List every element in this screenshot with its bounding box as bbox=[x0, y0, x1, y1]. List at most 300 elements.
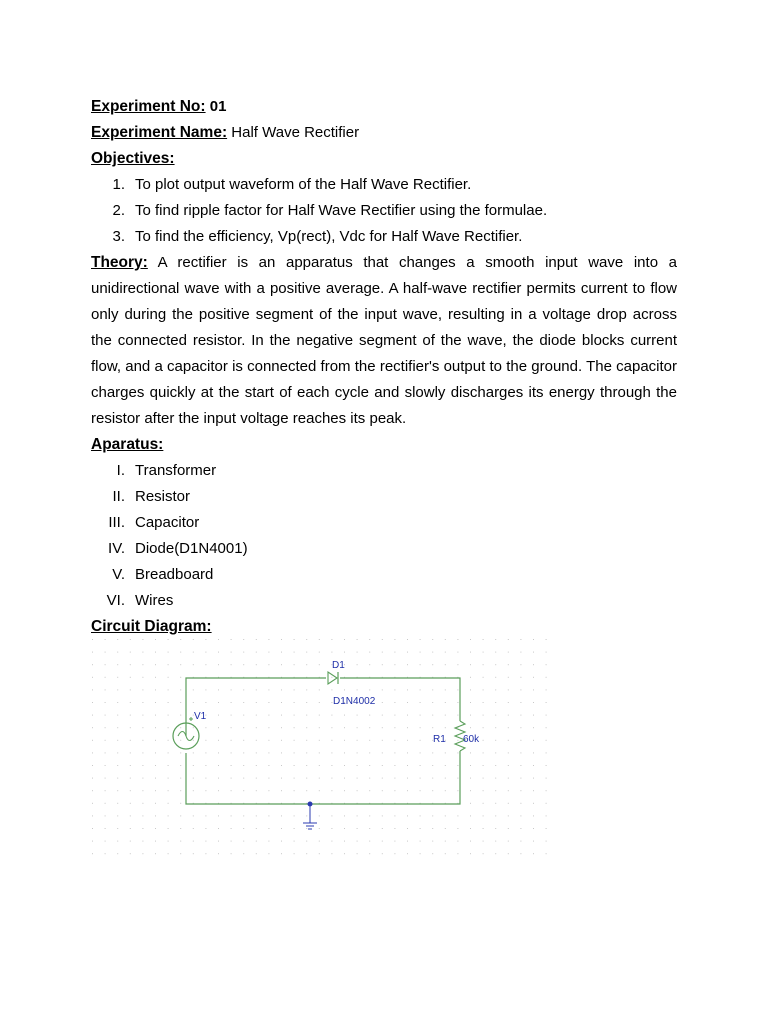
list-item-text: Diode(D1N4001) bbox=[135, 540, 248, 557]
grid-dot bbox=[533, 765, 534, 766]
grid-dot bbox=[495, 652, 496, 653]
grid-dot bbox=[92, 639, 93, 640]
grid-dot bbox=[382, 765, 383, 766]
grid-dot bbox=[268, 778, 269, 779]
grid-dot bbox=[306, 715, 307, 716]
grid-dot bbox=[546, 664, 547, 665]
grid-dot bbox=[495, 715, 496, 716]
grid-dot bbox=[231, 715, 232, 716]
grid-dot bbox=[130, 677, 131, 678]
grid-dot bbox=[483, 715, 484, 716]
grid-dot bbox=[432, 841, 433, 842]
grid-dot bbox=[231, 841, 232, 842]
grid-dot bbox=[470, 790, 471, 791]
grid-dot bbox=[495, 790, 496, 791]
grid-dot bbox=[243, 740, 244, 741]
list-item bbox=[91, 458, 677, 484]
grid-dot bbox=[281, 727, 282, 728]
grid-dot bbox=[331, 677, 332, 678]
grid-dot bbox=[445, 752, 446, 753]
grid-dot bbox=[193, 639, 194, 640]
grid-dot bbox=[470, 815, 471, 816]
grid-dot bbox=[319, 727, 320, 728]
grid-dot bbox=[155, 740, 156, 741]
grid-dot bbox=[155, 790, 156, 791]
grid-dot bbox=[382, 815, 383, 816]
grid-dot bbox=[155, 652, 156, 653]
grid-dot bbox=[142, 727, 143, 728]
grid-dot bbox=[344, 715, 345, 716]
grid-dot bbox=[306, 841, 307, 842]
grid-dot bbox=[331, 689, 332, 690]
grid-dot bbox=[205, 664, 206, 665]
grid-dot bbox=[205, 853, 206, 854]
grid-dot bbox=[168, 639, 169, 640]
grid-dot bbox=[520, 664, 521, 665]
grid-dot bbox=[508, 639, 509, 640]
grid-dot bbox=[294, 853, 295, 854]
grid-dot bbox=[193, 689, 194, 690]
grid-dot bbox=[105, 652, 106, 653]
grid-dot bbox=[533, 803, 534, 804]
grid-dot bbox=[130, 752, 131, 753]
grid-dot bbox=[142, 677, 143, 678]
grid-dot bbox=[331, 828, 332, 829]
grid-dot bbox=[357, 815, 358, 816]
grid-dot bbox=[546, 752, 547, 753]
grid-dot bbox=[483, 664, 484, 665]
grid-dot bbox=[268, 715, 269, 716]
grid-dot bbox=[130, 803, 131, 804]
grid-dot bbox=[168, 652, 169, 653]
grid-dot bbox=[92, 689, 93, 690]
list-item-text: To find the efficiency, Vp(rect), Vdc for Half Wave Rectifier. bbox=[135, 228, 523, 245]
grid-dot bbox=[483, 815, 484, 816]
grid-dot bbox=[193, 752, 194, 753]
grid-dot bbox=[420, 652, 421, 653]
grid-dot bbox=[344, 841, 345, 842]
grid-dot bbox=[243, 752, 244, 753]
grid-dot bbox=[319, 702, 320, 703]
grid-dot bbox=[508, 727, 509, 728]
grid-dot bbox=[319, 841, 320, 842]
grid-dot bbox=[218, 853, 219, 854]
grid-dot bbox=[369, 752, 370, 753]
grid-dot bbox=[306, 853, 307, 854]
grid-dot bbox=[268, 639, 269, 640]
grid-dot bbox=[193, 828, 194, 829]
grid-dot bbox=[319, 765, 320, 766]
list-item-number: 2. bbox=[112, 202, 125, 219]
grid-dot bbox=[281, 752, 282, 753]
grid-dot bbox=[117, 677, 118, 678]
grid-dot bbox=[508, 740, 509, 741]
grid-dot bbox=[256, 765, 257, 766]
grid-dot bbox=[281, 702, 282, 703]
resistor-ref-label: R1 bbox=[433, 734, 446, 745]
grid-dot bbox=[218, 702, 219, 703]
objectives-heading-line bbox=[91, 146, 677, 172]
grid-dot bbox=[168, 803, 169, 804]
grid-dot bbox=[168, 815, 169, 816]
grid-dot bbox=[445, 778, 446, 779]
grid-dot bbox=[168, 778, 169, 779]
grid-dot bbox=[180, 765, 181, 766]
grid-dot bbox=[294, 815, 295, 816]
grid-dot bbox=[155, 689, 156, 690]
grid-dot bbox=[294, 841, 295, 842]
grid-dot bbox=[394, 765, 395, 766]
grid-dot bbox=[483, 765, 484, 766]
theory-heading: Theory: bbox=[91, 254, 148, 271]
grid-dot bbox=[281, 689, 282, 690]
grid-dot bbox=[180, 702, 181, 703]
grid-dot bbox=[520, 765, 521, 766]
grid-dot bbox=[117, 841, 118, 842]
grid-dot bbox=[369, 815, 370, 816]
grid-dot bbox=[369, 740, 370, 741]
list-item-text: Resistor bbox=[135, 488, 191, 505]
grid-dot bbox=[470, 652, 471, 653]
grid-dot bbox=[105, 765, 106, 766]
grid-dot bbox=[205, 702, 206, 703]
grid-dot bbox=[306, 727, 307, 728]
grid-dot bbox=[168, 727, 169, 728]
grid-dot bbox=[407, 815, 408, 816]
grid-dot bbox=[407, 689, 408, 690]
grid-dot bbox=[508, 853, 509, 854]
grid-dot bbox=[180, 689, 181, 690]
grid-dot bbox=[268, 765, 269, 766]
grid-dot bbox=[281, 715, 282, 716]
grid-dot bbox=[357, 853, 358, 854]
grid-dot bbox=[256, 752, 257, 753]
grid-dot bbox=[105, 803, 106, 804]
grid-dot bbox=[546, 740, 547, 741]
grid-dot bbox=[218, 727, 219, 728]
list-item-text: Transformer bbox=[135, 462, 217, 479]
grid-dot bbox=[357, 841, 358, 842]
grid-dot bbox=[546, 652, 547, 653]
grid-dot bbox=[142, 702, 143, 703]
grid-dot bbox=[369, 715, 370, 716]
grid-dot bbox=[142, 841, 143, 842]
grid-dot bbox=[508, 765, 509, 766]
apparatus-heading-line bbox=[91, 432, 677, 458]
grid-dot bbox=[394, 841, 395, 842]
grid-dot bbox=[344, 727, 345, 728]
grid-dot bbox=[495, 803, 496, 804]
grid-dot bbox=[357, 765, 358, 766]
grid-dot bbox=[457, 702, 458, 703]
grid-dot bbox=[142, 778, 143, 779]
grid-dot bbox=[193, 853, 194, 854]
grid-dot bbox=[331, 727, 332, 728]
grid-dot bbox=[420, 828, 421, 829]
grid-dot bbox=[495, 765, 496, 766]
list-item-number: V. bbox=[112, 566, 125, 583]
theory-text: A rectifier is an apparatus that changes a smooth input wave into a unidirectional wave with a positive average. A half-wave rectifier permits current to flow only during the positive segment of the input wave, resulting in a voltage drop across the connected resistor. In the negative segment of the wave, the diode blocks current flow, and a capacitor is connected from the rectifier's output to the ground. The capacitor charges quickly at the start of each cycle and slowly discharges its energy through the resistor after the input voltage reaches its peak. bbox=[91, 254, 677, 427]
grid-dot bbox=[344, 815, 345, 816]
grid-dot bbox=[130, 828, 131, 829]
grid-dot bbox=[205, 815, 206, 816]
grid-dot bbox=[394, 790, 395, 791]
grid-dot bbox=[445, 702, 446, 703]
apparatus-list bbox=[91, 458, 677, 614]
grid-dot bbox=[344, 790, 345, 791]
grid-dot bbox=[130, 715, 131, 716]
grid-dot bbox=[256, 702, 257, 703]
grid-dot bbox=[205, 752, 206, 753]
grid-dot bbox=[180, 715, 181, 716]
grid-dot bbox=[256, 853, 257, 854]
grid-dot bbox=[117, 765, 118, 766]
grid-dot bbox=[369, 778, 370, 779]
grid-dot bbox=[432, 727, 433, 728]
grid-dot bbox=[306, 689, 307, 690]
grid-dot bbox=[155, 639, 156, 640]
diode-ref-label: D1 bbox=[332, 660, 345, 671]
diode-symbol bbox=[328, 672, 338, 684]
grid-dot bbox=[92, 815, 93, 816]
grid-dot bbox=[344, 652, 345, 653]
grid-dot bbox=[483, 790, 484, 791]
experiment-no-value: 01 bbox=[209, 98, 227, 115]
grid-dot bbox=[319, 815, 320, 816]
grid-dot bbox=[319, 828, 320, 829]
grid-dot bbox=[142, 664, 143, 665]
grid-dot bbox=[294, 715, 295, 716]
grid-dot bbox=[243, 689, 244, 690]
experiment-name-label: Experiment Name: bbox=[91, 124, 228, 141]
grid-dot bbox=[445, 727, 446, 728]
grid-dot bbox=[483, 639, 484, 640]
grid-dot bbox=[445, 715, 446, 716]
list-item bbox=[91, 588, 677, 614]
grid-dot bbox=[432, 828, 433, 829]
grid-dot bbox=[533, 778, 534, 779]
grid-dot bbox=[445, 639, 446, 640]
grid-dot bbox=[483, 828, 484, 829]
grid-dot bbox=[470, 778, 471, 779]
grid-dot bbox=[168, 765, 169, 766]
grid-dot bbox=[495, 815, 496, 816]
grid-dot bbox=[294, 828, 295, 829]
grid-dot bbox=[445, 853, 446, 854]
grid-dot bbox=[533, 689, 534, 690]
grid-dot bbox=[142, 689, 143, 690]
grid-dot bbox=[306, 702, 307, 703]
grid-dot bbox=[218, 715, 219, 716]
grid-dot bbox=[382, 727, 383, 728]
grid-dot bbox=[243, 841, 244, 842]
grid-dot bbox=[256, 790, 257, 791]
grid-dot bbox=[546, 639, 547, 640]
grid-dot bbox=[243, 639, 244, 640]
grid-dot bbox=[394, 727, 395, 728]
grid-dot bbox=[218, 652, 219, 653]
grid-dot bbox=[142, 752, 143, 753]
resistor-value-label: 60k bbox=[463, 734, 480, 745]
grid-dot bbox=[470, 752, 471, 753]
grid-dot bbox=[205, 828, 206, 829]
diode-model-label: D1N4002 bbox=[333, 696, 376, 707]
grid-dot bbox=[180, 652, 181, 653]
grid-dot bbox=[394, 853, 395, 854]
grid-dot bbox=[369, 664, 370, 665]
grid-dot bbox=[508, 664, 509, 665]
grid-dot bbox=[105, 790, 106, 791]
grid-dot bbox=[231, 778, 232, 779]
grid-dot bbox=[457, 853, 458, 854]
grid-dot bbox=[268, 664, 269, 665]
grid-dot bbox=[420, 689, 421, 690]
grid-dot bbox=[457, 778, 458, 779]
grid-dot bbox=[319, 853, 320, 854]
grid-dot bbox=[193, 727, 194, 728]
grid-dot bbox=[155, 828, 156, 829]
grid-dot bbox=[394, 639, 395, 640]
grid-dot bbox=[294, 752, 295, 753]
grid-dot bbox=[92, 803, 93, 804]
grid-dot bbox=[533, 677, 534, 678]
grid-dot bbox=[382, 841, 383, 842]
grid-dot bbox=[470, 727, 471, 728]
grid-dot bbox=[256, 815, 257, 816]
list-item bbox=[91, 172, 677, 198]
grid-dot bbox=[520, 828, 521, 829]
grid-dot bbox=[130, 790, 131, 791]
grid-dot bbox=[495, 639, 496, 640]
grid-dot bbox=[105, 727, 106, 728]
grid-dot bbox=[407, 652, 408, 653]
grid-dot bbox=[470, 841, 471, 842]
grid-dot bbox=[470, 689, 471, 690]
grid-dot bbox=[205, 727, 206, 728]
grid-dot bbox=[218, 752, 219, 753]
grid-dot bbox=[369, 727, 370, 728]
grid-dot bbox=[117, 853, 118, 854]
grid-dot bbox=[205, 778, 206, 779]
grid-dot bbox=[457, 752, 458, 753]
grid-dot bbox=[117, 740, 118, 741]
grid-dot bbox=[294, 790, 295, 791]
grid-dot bbox=[470, 765, 471, 766]
grid-dot bbox=[470, 639, 471, 640]
grid-dot bbox=[294, 652, 295, 653]
grid-dot bbox=[231, 815, 232, 816]
grid-dot bbox=[281, 841, 282, 842]
grid-dot bbox=[218, 740, 219, 741]
grid-dot bbox=[105, 677, 106, 678]
grid-dot bbox=[508, 841, 509, 842]
grid-dot bbox=[92, 778, 93, 779]
grid-dot bbox=[268, 853, 269, 854]
grid-dot bbox=[407, 778, 408, 779]
grid-dot bbox=[117, 715, 118, 716]
grid-dot bbox=[130, 815, 131, 816]
grid-dot bbox=[193, 664, 194, 665]
grid-dot bbox=[231, 765, 232, 766]
grid-dot bbox=[432, 639, 433, 640]
list-item-text: Breadboard bbox=[135, 566, 214, 583]
grid-dot bbox=[180, 815, 181, 816]
grid-dot bbox=[369, 765, 370, 766]
grid-dot bbox=[520, 727, 521, 728]
grid-dot bbox=[344, 853, 345, 854]
grid-dot bbox=[495, 689, 496, 690]
grid-dot bbox=[306, 790, 307, 791]
grid-dot bbox=[281, 815, 282, 816]
grid-dot bbox=[92, 790, 93, 791]
grid-dot bbox=[445, 790, 446, 791]
grid-dot bbox=[155, 815, 156, 816]
grid-dot bbox=[457, 841, 458, 842]
grid-dot bbox=[394, 752, 395, 753]
grid-dot bbox=[394, 815, 395, 816]
grid-dot bbox=[369, 790, 370, 791]
grid-dot bbox=[495, 778, 496, 779]
grid-dot bbox=[546, 677, 547, 678]
grid-dot bbox=[470, 715, 471, 716]
grid-dot bbox=[407, 727, 408, 728]
grid-dot bbox=[357, 752, 358, 753]
grid-dot bbox=[142, 828, 143, 829]
grid-dot bbox=[243, 664, 244, 665]
grid-dot bbox=[432, 652, 433, 653]
grid-dot bbox=[193, 841, 194, 842]
grid-dot bbox=[281, 652, 282, 653]
grid-dot bbox=[508, 828, 509, 829]
grid-dot bbox=[520, 752, 521, 753]
grid-dot bbox=[483, 727, 484, 728]
grid-dot bbox=[243, 778, 244, 779]
grid-dot bbox=[205, 765, 206, 766]
grid-dot bbox=[394, 664, 395, 665]
grid-dot bbox=[218, 778, 219, 779]
grid-dot bbox=[231, 689, 232, 690]
grid-dot bbox=[420, 841, 421, 842]
grid-dot bbox=[117, 727, 118, 728]
grid-dot bbox=[369, 689, 370, 690]
grid-dot bbox=[445, 815, 446, 816]
grid-dot bbox=[180, 639, 181, 640]
grid-dot bbox=[394, 740, 395, 741]
grid-dot bbox=[105, 841, 106, 842]
grid-dot bbox=[268, 727, 269, 728]
grid-dot bbox=[344, 778, 345, 779]
experiment-name-value: Half Wave Rectifier bbox=[231, 124, 360, 141]
grid-dot bbox=[130, 727, 131, 728]
grid-dot bbox=[331, 740, 332, 741]
grid-dot bbox=[92, 702, 93, 703]
grid-dot bbox=[231, 727, 232, 728]
grid-dot bbox=[546, 765, 547, 766]
grid-dot bbox=[546, 828, 547, 829]
grid-dot bbox=[180, 841, 181, 842]
grid-dot bbox=[357, 828, 358, 829]
grid-dot bbox=[180, 664, 181, 665]
grid-dot bbox=[407, 715, 408, 716]
grid-dot bbox=[420, 639, 421, 640]
grid-dot bbox=[319, 639, 320, 640]
grid-dot bbox=[420, 765, 421, 766]
grid-dot bbox=[520, 815, 521, 816]
grid-dot bbox=[533, 715, 534, 716]
grid-dot bbox=[155, 853, 156, 854]
grid-dot bbox=[382, 652, 383, 653]
grid-dot bbox=[495, 727, 496, 728]
